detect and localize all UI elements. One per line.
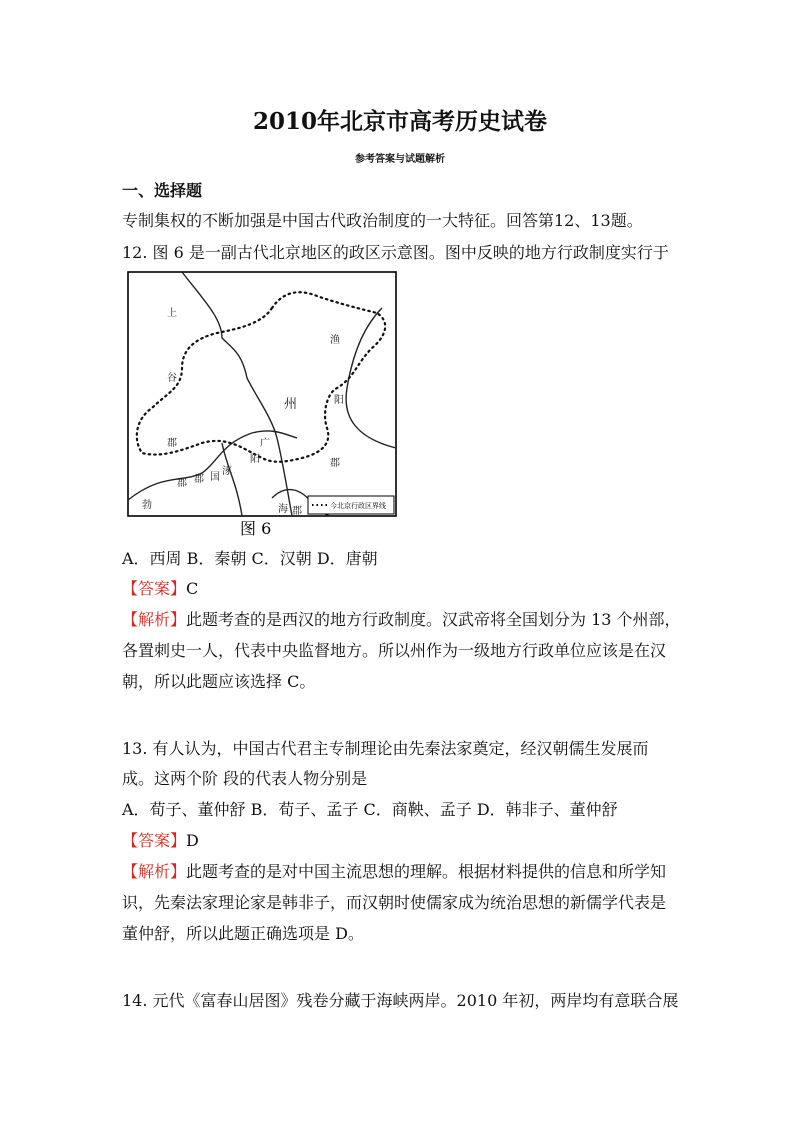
analysis-line: 朝，所以此题应该选择 C。 <box>122 672 316 691</box>
q13-stem: 成。这两个阶 段的代表人物分别是 <box>122 769 368 788</box>
map-boundary <box>222 443 242 516</box>
section-heading: 一、选择题 <box>122 181 203 200</box>
q13-stem: 13. 有人认为，中国古代君主专制理论由先秦法家奠定，经汉朝儒生发展而 <box>122 739 649 758</box>
answer-value: D <box>186 831 199 850</box>
map-label: 郡 <box>167 438 177 449</box>
map-label: 阳 <box>334 395 344 406</box>
map-label: 郡 <box>194 474 204 485</box>
figure-caption: 图 6 <box>240 519 272 538</box>
q14-stem: 14. 元代《富春山居图》残卷分藏于海峡两岸。2010 年初，两岸均有意联合展 <box>122 991 679 1010</box>
q13-options: A．荀子、董仲舒 B．荀子、孟子 C．商鞅、孟子 D．韩非子、董仲舒 <box>122 800 618 819</box>
map-label: 郡 <box>292 506 302 517</box>
answer-value: C <box>186 579 199 598</box>
analysis-tag: 【解析】 <box>122 610 187 629</box>
map-label: 涿 <box>222 466 232 477</box>
map-label: 谷 <box>167 373 177 384</box>
map-label: 郡 <box>177 478 187 489</box>
map-label: 海 <box>278 504 288 515</box>
map-label: 州 <box>284 397 298 412</box>
map-label: 渔 <box>330 335 340 346</box>
map-label: 郡 <box>330 458 340 469</box>
analysis-line: 识，先秦法家理论家是韩非子，而汉朝时使儒家成为统治思想的新儒学代表是 <box>122 893 667 912</box>
answer-tag: 【答案】 <box>122 579 187 598</box>
map-boundary <box>346 308 396 448</box>
answer-tag: 【答案】 <box>122 831 187 850</box>
q13-answer <box>122 828 199 851</box>
q12-options: A．西周 B．秦朝 C．汉朝 D．唐朝 <box>122 549 378 568</box>
analysis-line: 此题考查的是西汉的地方行政制度。汉武帝将全国划分为 13 个州部， <box>186 610 681 629</box>
intro-text: 专制集权的不断加强是中国古代政治制度的一大特征。回答第12、13题。 <box>122 211 643 230</box>
map-label: 上 <box>167 308 177 319</box>
analysis-line: 各置刺史一人，代表中央监督地方。所以州作为一级地方行政单位应该是在汉 <box>122 641 667 660</box>
q12-stem: 12. 图 6 是一副古代北京地区的政区示意图。图中反映的地方行政制度实行于 <box>122 243 669 262</box>
map-label: 勃 <box>142 500 152 511</box>
analysis-tag: 【解析】 <box>122 862 187 881</box>
page-title: 2010年北京市高考历史试卷 <box>252 108 547 135</box>
q12-analysis <box>122 607 681 630</box>
map-label: 阳 <box>250 454 260 465</box>
q13-analysis <box>122 859 666 882</box>
map-legend-text: 今北京行政区界线 <box>330 502 386 510</box>
q12-answer <box>122 576 198 599</box>
analysis-line: 此题考查的是对中国主流思想的理解。根据材料提供的信息和所学知 <box>186 862 667 881</box>
page-subtitle: 参考答案与试题解析 <box>355 154 445 165</box>
map-label: 国 <box>210 472 220 483</box>
map-label: 广 <box>260 438 270 449</box>
map-figure <box>122 268 422 540</box>
analysis-line: 董仲舒，所以此题正确选项是 D。 <box>122 924 364 943</box>
